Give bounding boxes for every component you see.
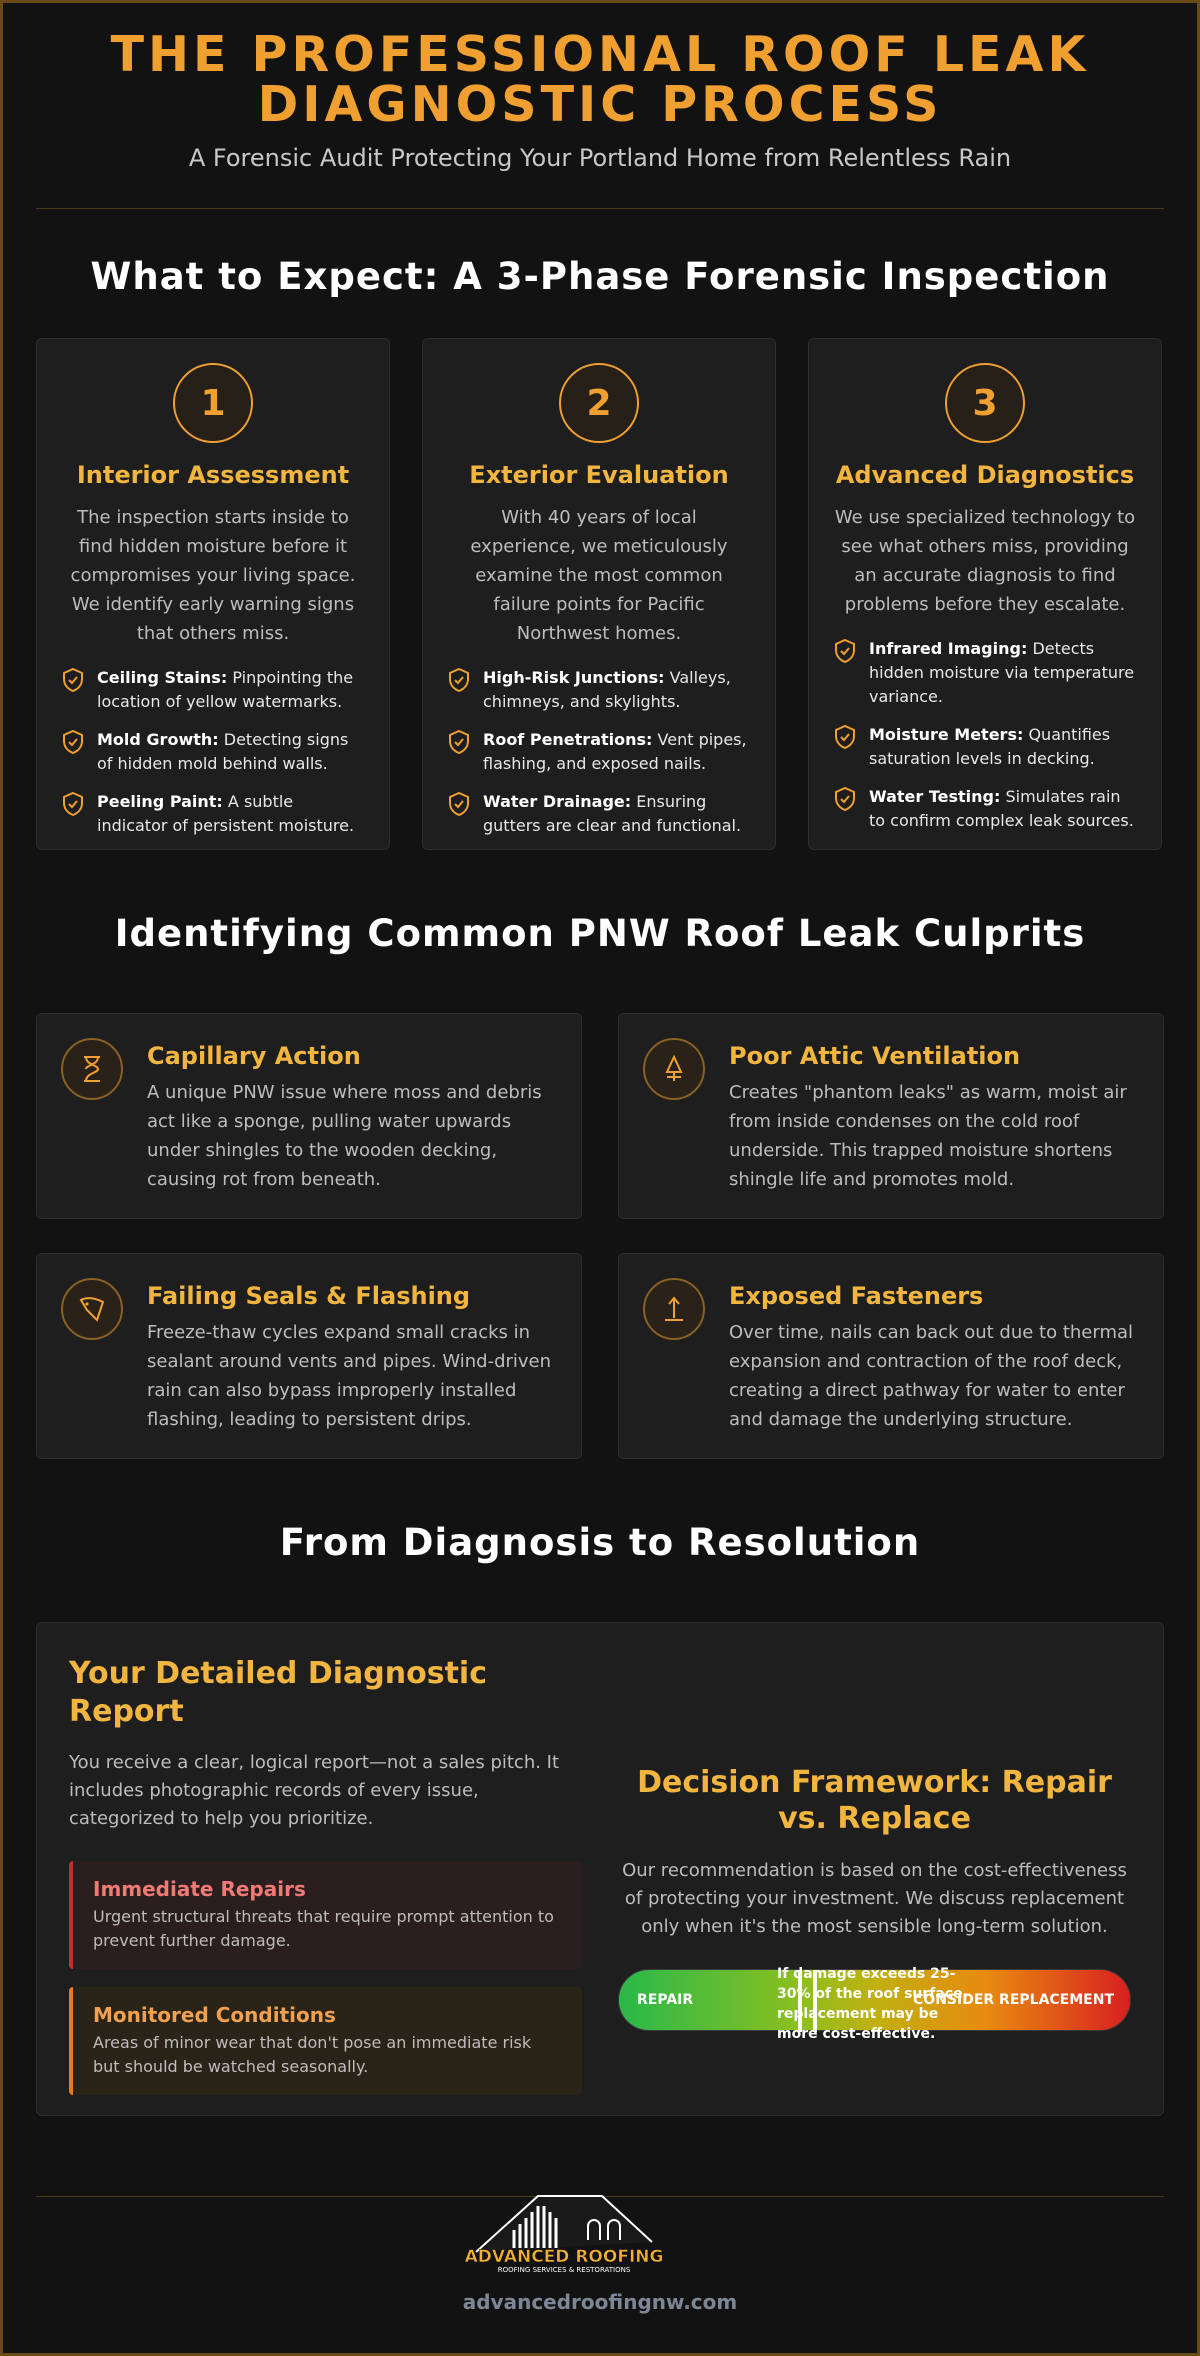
page-content [36,0,1164,2197]
resolution-section-title: From Diagnosis to Resolution [279,1521,921,1564]
shield-check-icon [833,787,857,811]
phase-title: Advanced Diagnostics [835,461,1135,489]
phase-checklist [833,637,1137,833]
shield-check-icon [61,730,85,754]
gauge-replace-label: CONSIDER REPLACEMENT [913,1992,1114,2008]
item-text: Quantifies saturation levels in decking. [869,725,1111,768]
item-label: Mold Growth: [97,730,219,749]
item-label: Water Drainage: [483,792,632,811]
item-text: Valleys, chimneys, and skylights. [483,668,731,711]
item-text: Detecting signs of hidden mold behind walls. [97,730,349,773]
gauge-threshold-note: If damage exceeds 25-30% of the roof surface, replacement may be more cost-effective. [777,1966,968,2042]
culprit-text: A unique PNW issue where moss and debris act like a sponge, pulling water upwards under shingles to the wooden decking, causing rot from beneath. [147,1082,542,1190]
item-label: High-Risk Junctions: [483,668,665,687]
gauge-repair-label: REPAIR [637,1992,694,2008]
tier-text: Areas of minor wear that don't pose an immediate risk but should be watched seasonally. [93,2033,532,2076]
checklist-item [833,723,1137,771]
culprit-text: Creates "phantom leaks" as warm, moist air from inside condenses on the cold roof underside. This trapped moisture shortens shingle life and promotes mold. [729,1082,1127,1190]
tier-immediate-repairs [69,1861,582,1969]
culprit-text: Over time, nails can back out due to thermal expansion and contraction of the roof deck, creating a direct pathway for water to enter and damage the underlying structure. [729,1322,1134,1430]
title-line-1: THE PROFESSIONAL ROOF LEAK [110,26,1090,83]
company-logo [464,2190,664,2274]
culprit-card-seals [36,1253,582,1459]
item-label: Ceiling Stains: [97,668,228,687]
header-divider [36,208,1164,209]
seal-tag-icon [61,1278,123,1340]
item-label: Water Testing: [869,787,1001,806]
item-text: Simulates rain to confirm complex leak sources. [869,787,1134,830]
item-text: Pinpointing the location of yellow watermarks. [97,668,354,711]
phase-number-badge: 2 [559,363,639,443]
tier-text: Urgent structural threats that require prompt attention to prevent further damage. [93,1907,554,1950]
page-subtitle: A Forensic Audit Protecting Your Portland Home from Relentless Rain [188,144,1012,172]
phase-title: Interior Assessment [76,461,350,489]
culprit-title: Failing Seals & Flashing [147,1282,471,1310]
shield-check-icon [833,639,857,663]
item-label: Peeling Paint: [97,792,223,811]
phase-description: With 40 years of local experience, we meticulously examine the most common failure points for Pacific Northwest homes. [470,507,728,644]
item-text: Ensuring gutters are clear and functional. [483,792,742,835]
culprit-card-fasteners [618,1253,1164,1459]
checklist-item [447,666,751,714]
resolution-card [36,1622,1164,2116]
culprits-grid [36,1013,1164,1459]
shield-check-icon [833,725,857,749]
website-link[interactable]: advancedroofingnw.com [462,2290,738,2314]
checklist-item [61,728,365,776]
logo-tagline: ROOFING SERVICES & RESTORATIONS [497,2266,631,2274]
page-header [36,26,1164,172]
checklist-item [833,785,1137,833]
culprit-title: Capillary Action [147,1042,361,1070]
repair-replace-gauge [618,1966,1131,2042]
checklist-item [833,637,1137,709]
phase-title: Exterior Evaluation [469,461,729,489]
checklist-item [61,790,365,838]
culprit-title: Poor Attic Ventilation [729,1042,1021,1070]
decision-panel [618,1655,1131,2115]
shield-check-icon [447,792,471,816]
item-text: A subtle indicator of persistent moisture. [97,792,355,835]
phase-number-badge: 1 [173,363,253,443]
item-label: Roof Penetrations: [483,730,653,749]
report-panel [69,1655,582,2115]
checklist-item [61,666,365,714]
phases-section-title: What to Expect: A 3-Phase Forensic Inspection [90,255,1110,298]
item-label: Moisture Meters: [869,725,1024,744]
phase-card-exterior [422,338,776,850]
tier-title: Immediate Repairs [93,1877,306,1901]
checklist-item [447,728,751,776]
culprit-text: Freeze-thaw cycles expand small cracks in sealant around vents and pipes. Wind-driven rain can also bypass improperly installed flashing, leading to persistent drips. [147,1322,552,1430]
phase-card-advanced [808,338,1162,850]
logo-text: ADVANCED ROOFING [464,2247,664,2267]
nail-up-icon [643,1278,705,1340]
tier-title: Monitored Conditions [93,2003,336,2027]
item-label: Infrared Imaging: [869,639,1028,658]
shield-check-icon [447,730,471,754]
tier-monitored-conditions [69,1987,582,2095]
decision-text: Our recommendation is based on the cost-effectiveness of protecting your investment. We discuss replacement only when it's the most sensible long-term solution. [622,1860,1127,1937]
phase-card-interior [36,338,390,850]
title-line-2: DIAGNOSTIC PROCESS [257,76,943,133]
phase-description: We use specialized technology to see what others miss, providing an accurate diagnosis to find problems before they escalate. [834,507,1136,615]
air-vent-icon [643,1038,705,1100]
shield-check-icon [61,792,85,816]
phase-number-badge: 3 [945,363,1025,443]
hourglass-icon [61,1038,123,1100]
page-title [36,26,1164,133]
shield-check-icon [447,668,471,692]
decision-title: Decision Framework: Repair vs. Replace [637,1765,1112,1836]
culprit-card-ventilation [618,1013,1164,1219]
phase-checklist [447,666,751,838]
phase-description: The inspection starts inside to find hidden moisture before it compromises your living space. We identify early warning signs that others miss. [70,507,356,644]
culprits-section-title: Identifying Common PNW Roof Leak Culprits [114,912,1086,955]
shield-check-icon [61,668,85,692]
report-intro: You receive a clear, logical report—not a sales pitch. It includes photographic records of every issue, categorized to help you prioritize. [69,1752,560,1829]
culprit-title: Exposed Fasteners [729,1282,984,1310]
phases-row [36,338,1164,850]
report-title: Your Detailed Diagnostic Report [69,1656,487,1729]
phase-checklist [61,666,365,838]
item-text: Detects hidden moisture via temperature variance. [869,639,1135,706]
checklist-item [447,790,751,838]
item-text: Vent pipes, flashing, and exposed nails. [483,730,747,773]
culprit-card-capillary [36,1013,582,1219]
